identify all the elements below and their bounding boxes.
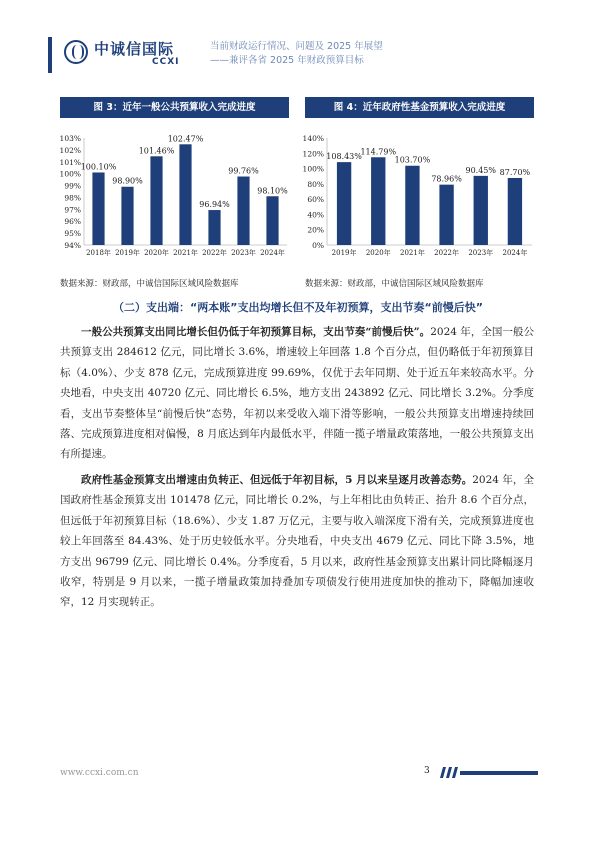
bar — [405, 166, 419, 245]
x-tick-label: 2023年 — [468, 249, 494, 257]
report-title-line1: 当前财政运行情况、问题及 2025 年展望 — [210, 41, 383, 52]
y-tick-label: 20% — [307, 225, 324, 235]
data-label: 98.10% — [257, 186, 288, 196]
x-tick-label: 2020年 — [365, 249, 391, 257]
footer-stripes-icon — [440, 767, 458, 778]
bar — [121, 187, 133, 245]
report-header-title — [210, 40, 383, 68]
header-accent-bar — [48, 37, 52, 73]
data-label: 90.45% — [465, 165, 497, 175]
chart-4-plot — [302, 118, 534, 258]
data-label: 87.70% — [499, 167, 531, 177]
data-label: 98.90% — [112, 176, 143, 186]
logo-emblem-icon — [64, 40, 88, 64]
report-title-line2: ——兼评各省 2025 年财政预算目标 — [210, 55, 364, 66]
chart-3-plot — [60, 118, 289, 258]
y-tick-label: 120% — [302, 149, 324, 159]
x-tick-label: 2018年 — [86, 249, 111, 257]
y-tick-label: 96% — [64, 217, 81, 227]
bar — [208, 210, 220, 245]
x-tick-label: 2022年 — [202, 249, 227, 257]
footer-bar — [460, 771, 538, 775]
section-heading: （二）支出端：“两本账”支出均增长但不及年初预算，支出节奏“前慢后快” — [113, 301, 483, 314]
ccxi-logo — [64, 38, 194, 72]
data-label: 102.47% — [167, 134, 204, 144]
bar — [179, 144, 191, 245]
x-tick-label: 2024年 — [502, 249, 528, 257]
y-tick-label: 94% — [64, 241, 81, 250]
bar — [150, 156, 162, 245]
paragraph-1-body: 2024 年，全国一般公共预算支出 284612 亿元，同比增长 3.6%，增速较上年回落 1.8 个百分点，但仍略低于年初预算目标（4.0%）、少支 878 亿元，完成预算进度 99.69%，仅优于去年同期、处于近五年来较高水平。分央地看，中央支出 40720 亿元、同比增长 6.5%，地方支出 243892 亿元、同比增长 3.2%。分季度看，支出节奏整体呈“前慢后快”态势，年初以来受收入端下滑等影响，一般公共预算支出增速持续回落、完成预算进度相对偏慢，8 月底达到年内最低水平，伴随一揽子增量政策落地，一般公共预算支出有所提速。 — [60, 326, 535, 461]
footer-website: www.ccxi.com.cn — [60, 768, 139, 778]
paragraph-2-body: 2024 年，全国政府性基金预算支出 101478 亿元，同比增长 0.2%，与上年相比由负转正、抬升 8.6 个百分点，但远低于年初预算目标（18.6%）、少支 1.87 万亿元，主要与收入端深度下滑有关，完成预算进度也较上年回落至 84.43%、处于历史较低水平。分央地看，中央支出 4679 亿元、同比下降 3.5%，地方支出 96799 亿元、同比增长 0.4%。分季度看，5 月以来，政府性基金预算支出累计同比降幅逐月收窄，特别是 9 月以来，一揽子增量政策加持叠加专项债发行使用进度加快的推动下，降幅加速收窄，12 月实现转正。 — [60, 474, 534, 609]
chart-4-title: 图 4：近年政府性基金预算收入完成进度 — [305, 97, 534, 118]
y-tick-label: 99% — [64, 181, 81, 191]
y-tick-label: 100% — [302, 164, 324, 174]
page-number: 3 — [424, 766, 430, 776]
chart-3-source: 数据来源：财政部，中诚信国际区域风险数据库 — [60, 279, 239, 289]
x-tick-label: 2019年 — [115, 249, 140, 257]
y-tick-label: 80% — [307, 179, 324, 189]
y-tick-label: 103% — [59, 134, 81, 143]
bar — [474, 176, 488, 245]
paragraph-general-budget — [60, 322, 534, 465]
bar — [266, 196, 278, 245]
y-tick-label: 40% — [307, 210, 324, 220]
data-label: 96.94% — [199, 200, 230, 210]
logo-chinese-name: 中诚信国际 — [94, 40, 175, 58]
y-tick-label: 95% — [64, 229, 81, 239]
chart-figure-3 — [60, 97, 289, 291]
x-tick-label: 2020年 — [144, 249, 169, 257]
y-tick-label: 98% — [64, 193, 81, 203]
data-label: 99.76% — [228, 166, 259, 176]
data-label: 114.79% — [360, 147, 397, 157]
y-tick-label: 101% — [59, 157, 81, 167]
data-label: 108.43% — [326, 152, 362, 162]
y-tick-label: 100% — [59, 169, 81, 179]
chart-figure-4 — [302, 97, 534, 291]
bar — [508, 178, 522, 245]
paragraph-1-lead: 一般公共预算支出同比增长但仍低于年初预算目标，支出节奏“前慢后快”。 — [81, 326, 431, 338]
data-label: 78.96% — [431, 174, 462, 184]
y-tick-label: 140% — [302, 134, 324, 143]
x-tick-label: 2019年 — [331, 249, 357, 257]
bar — [371, 157, 385, 245]
bar — [439, 185, 453, 245]
paragraph-fund-budget — [60, 470, 534, 613]
x-tick-label: 2021年 — [400, 249, 425, 257]
y-tick-label: 60% — [307, 195, 324, 205]
y-tick-label: 0% — [312, 241, 324, 250]
x-tick-label: 2024年 — [260, 249, 285, 257]
bar — [337, 162, 351, 245]
y-tick-label: 97% — [64, 205, 81, 215]
bar — [92, 172, 104, 245]
bar — [237, 177, 249, 245]
paragraph-2-lead: 政府性基金预算支出增速由负转正、但远低于年初目标，5 月以来呈逐月改善态势。 — [81, 474, 473, 486]
x-tick-label: 2021年 — [173, 249, 198, 257]
y-tick-label: 102% — [59, 145, 81, 155]
chart-4-source: 数据来源：财政部，中诚信国际区域风险数据库 — [305, 279, 484, 289]
x-tick-label: 2022年 — [434, 249, 459, 257]
data-label: 103.70% — [394, 155, 431, 165]
chart-3-title: 图 3：近年一般公共预算收入完成进度 — [60, 97, 289, 118]
x-tick-label: 2023年 — [231, 249, 256, 257]
data-label: 101.46% — [138, 146, 175, 156]
logo-english-name: CCXI — [152, 57, 180, 67]
data-label: 100.10% — [80, 162, 117, 172]
